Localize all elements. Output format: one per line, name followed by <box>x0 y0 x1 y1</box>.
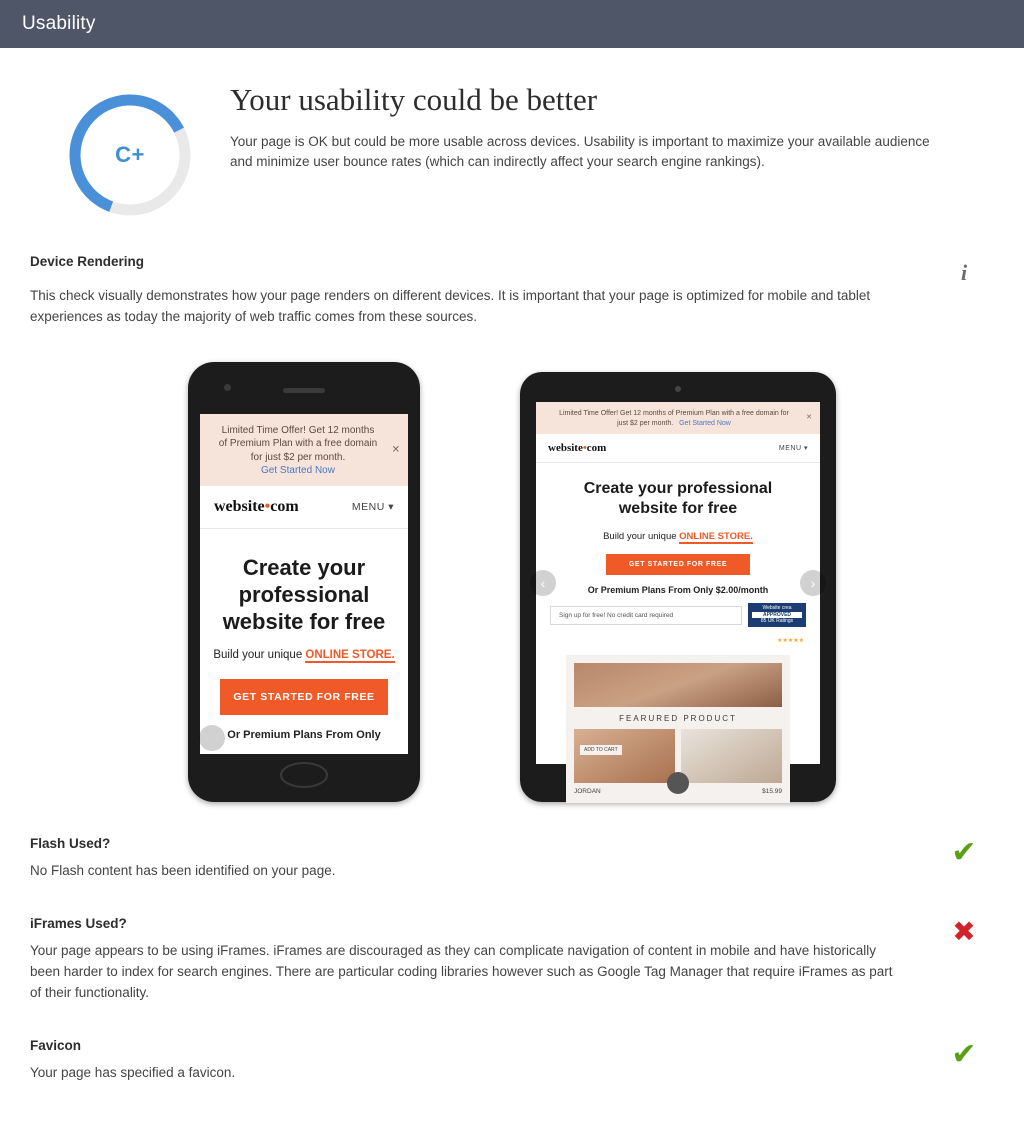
phone-banner-line3: for just $2 per month. <box>250 451 346 463</box>
phone-navbar <box>200 486 408 529</box>
phone-banner-line1: Limited Time Offer! Get 12 months <box>221 424 375 436</box>
tablet-subline <box>536 531 820 542</box>
tablet-logo-dot: • <box>582 442 587 455</box>
status-badge <box>934 1038 994 1070</box>
section-flash-used <box>0 836 1024 882</box>
product-section-title: FEARURED PRODUCT <box>619 713 737 723</box>
phone-headline: Create your professional website for free <box>222 554 386 634</box>
device-previews <box>30 362 994 802</box>
phone-carousel-prev[interactable] <box>199 725 225 751</box>
tablet-banner-line1: Limited Time Offer! Get 12 months of Premium Plan with a free domain for <box>559 409 789 417</box>
status-badge <box>934 916 994 946</box>
summary-text <box>230 82 994 220</box>
score-gauge-container <box>30 82 230 220</box>
section-favicon <box>0 1038 1024 1084</box>
tablet-preview <box>520 372 836 802</box>
close-icon[interactable]: ✕ <box>806 414 812 422</box>
product-hero-image <box>574 663 782 707</box>
phone-premium-text: Or Premium Plans From Only <box>227 729 381 742</box>
phone-speaker-icon <box>283 388 325 393</box>
phone-preview <box>188 362 420 802</box>
section-description: Your page has specified a favicon. <box>30 1064 236 1080</box>
section-header <box>30 916 994 1004</box>
summary-title: Your usability could be better <box>230 82 598 117</box>
tablet-cta-button[interactable]: GET STARTED FOR FREE <box>606 554 750 575</box>
tablet-logo-tld: com <box>586 442 607 455</box>
tablet-carousel-next[interactable]: › <box>800 570 826 596</box>
section-device-rendering <box>0 254 1024 802</box>
tablet-logo[interactable] <box>548 442 606 454</box>
phone-logo[interactable] <box>214 498 299 516</box>
tablet-promo-banner <box>536 402 820 435</box>
phone-subline-link[interactable]: ONLINE STORE. <box>305 649 395 662</box>
phone-cta-button[interactable]: GET STARTED FOR FREE <box>220 679 388 715</box>
tablet-carousel-prev[interactable]: ‹ <box>530 570 556 596</box>
section-title: Device Rendering <box>30 254 145 269</box>
tablet-signup-note[interactable]: Sign up for free! No credit card required <box>550 606 742 625</box>
section-title: iFrames Used? <box>30 915 127 931</box>
tablet-stars-row <box>536 629 820 647</box>
section-description: No Flash content has been identified on your page. <box>30 862 336 878</box>
star-rating-icon: ★★★★★ <box>777 637 804 644</box>
section-title: Favicon <box>30 1037 82 1053</box>
tablet-camera-icon <box>675 386 681 392</box>
section-header <box>30 836 994 882</box>
phone-logo-tld: com <box>270 497 299 515</box>
section-header <box>30 254 994 286</box>
phone-camera-icon <box>224 384 231 391</box>
badge-ratings: 85 UK Ratings <box>760 618 794 625</box>
phone-banner-cta[interactable]: Get Started Now <box>261 465 335 477</box>
tablet-banner-cta[interactable]: Get Started Now <box>679 419 731 427</box>
phone-subline <box>200 649 408 661</box>
tablet-screen <box>536 402 820 795</box>
badge-approved: APPROVED <box>752 612 802 619</box>
tablet-logo-name: website <box>548 442 583 455</box>
product-price: $15.99 <box>762 787 782 795</box>
section-title: Flash Used? <box>30 835 111 851</box>
cross-icon: ✖ <box>952 915 976 947</box>
tablet-headline: Create your professional website for free <box>583 480 773 518</box>
product-card[interactable] <box>681 729 782 783</box>
phone-logo-dot: • <box>264 497 271 515</box>
phone-banner-line2: of Premium Plan with a free domain <box>218 438 378 450</box>
tablet-signup-row <box>550 603 806 627</box>
section-description: Your page appears to be using iFrames. iFrames are discouraged as they can complicate navigation of content in mobile and have historically been harder to index for search engines. There are particular coding libraries however such as Google Tag Manager that require iFrames as part of their functionality. <box>30 942 893 1000</box>
section-header <box>30 1038 994 1084</box>
close-icon[interactable]: ✕ <box>391 444 400 456</box>
page-header <box>0 0 1024 48</box>
tablet-subline-prefix: Build your unique <box>603 531 680 543</box>
add-to-cart-button[interactable]: ADD TO CART <box>580 745 622 755</box>
product-card[interactable] <box>574 729 675 783</box>
phone-promo-banner <box>200 414 408 486</box>
device-rendering-info[interactable] <box>934 254 994 286</box>
tablet-banner-line2: just $2 per month. <box>617 419 674 427</box>
summary-description: Your page is OK but could be more usable across devices. Usability is important to maximize your available audience and minimize user bounce rates (which can indirectly affect your search engine rankings). <box>230 134 930 170</box>
badge-line1: Website crea <box>762 605 792 612</box>
product-name: JORDAN <box>574 787 601 795</box>
score-gauge <box>65 90 195 220</box>
tablet-subline-link[interactable]: ONLINE STORE. <box>679 531 753 543</box>
check-icon: ✔ <box>951 1037 977 1071</box>
info-icon[interactable]: i <box>960 260 968 285</box>
tablet-home-button[interactable] <box>667 772 689 794</box>
score-grade: C+ <box>115 142 145 167</box>
phone-menu-button[interactable]: MENU ▾ <box>351 500 394 513</box>
phone-subline-prefix: Build your unique <box>213 649 306 662</box>
trust-badge-icon <box>748 603 806 627</box>
phone-logo-name: website <box>214 497 265 515</box>
summary-block <box>0 48 1024 220</box>
phone-screen <box>200 414 408 754</box>
footer-spacer <box>0 1083 1024 1107</box>
section-description: This check visually demonstrates how your page renders on different devices. It is important that your page is optimized for mobile and tablet experiences as today the majority of web traffic comes from these sources. <box>30 288 871 324</box>
tablet-menu-button[interactable]: MENU ▾ <box>778 445 808 453</box>
tablet-premium-text: Or Premium Plans From Only $2.00/month <box>587 585 769 596</box>
check-icon: ✔ <box>951 835 977 869</box>
section-iframes-used <box>0 916 1024 1004</box>
status-badge <box>934 836 994 868</box>
page-title: Usability <box>22 13 96 34</box>
tablet-navbar <box>536 434 820 463</box>
